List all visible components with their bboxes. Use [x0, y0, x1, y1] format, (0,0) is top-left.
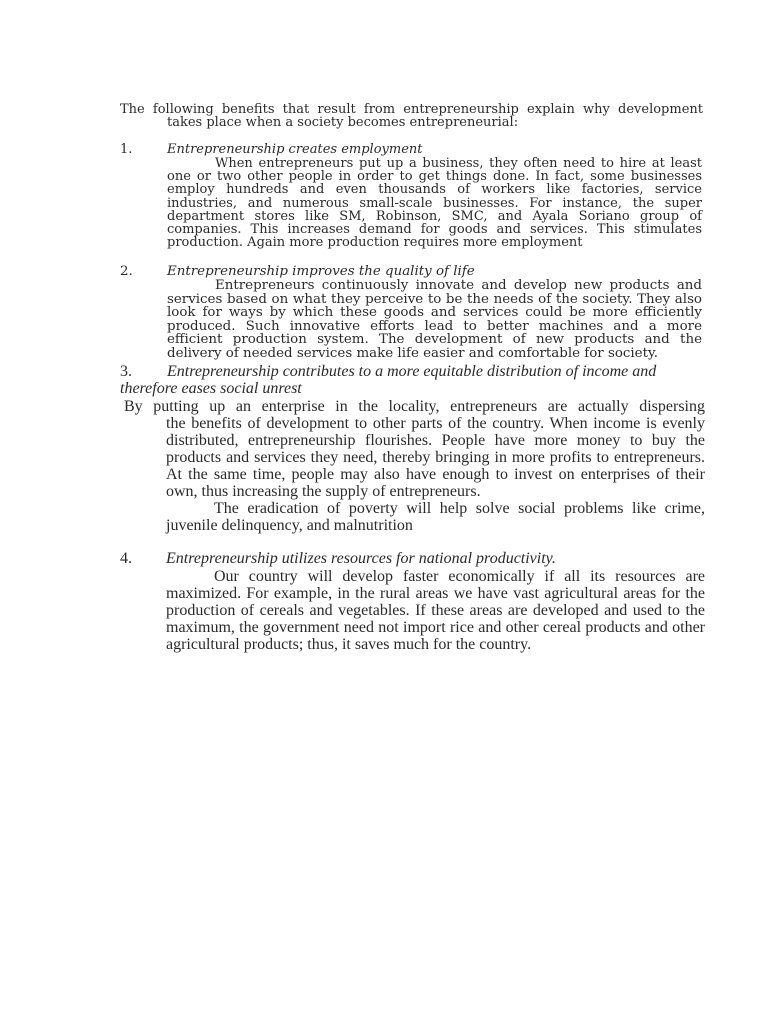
item-2-body: [167, 279, 702, 361]
item-3-number: 3.: [120, 363, 132, 380]
item-4-number: 4.: [120, 550, 132, 567]
item-4-heading: Entrepreneurship utilizes resources for national productivity.: [166, 550, 556, 567]
item-2-body-text: Entrepreneurs continuously innovate and develop new products and services based on what they perceive to be the needs of the society. They also look for ways by which these goods and services could be more efficiently produced. Such innovative efforts lead to better machines and a more efficient production system. The development of new products and the delivery of needed services make life easier and comfortable for society.: [167, 278, 702, 361]
item-3-heading-line-2: therefore eases social unrest: [120, 380, 302, 397]
item-3-body-2-text: The eradication of poverty will help solve social problems like crime, juvenile delinquency, and malnutrition: [166, 500, 705, 534]
item-1-heading: Entrepreneurship creates employment: [167, 142, 423, 157]
item-3-body-rest: the benefits of development to other parts of the country. When income is evenly distributed, entrepreneurship flourishes. People have more money to buy the products and services they need, thereby bringing in more profits to entrepreneurs. At the same time, people may also have enough to invest on enterprises of their own, thus increasing the supply of entrepreneurs.: [166, 415, 705, 500]
item-1-number: 1.: [120, 142, 133, 157]
item-3-body-first-line: By putting up an enterprise in the locality, entrepreneurs are actually dispersing: [124, 398, 705, 415]
item-3-heading-line-1: Entrepreneurship contributes to a more equitable distribution of income and: [167, 363, 657, 380]
intro-line-1: The following benefits that result from entrepreneurship explain why development: [120, 102, 703, 117]
item-2-heading: Entrepreneurship improves the quality of life: [167, 264, 475, 279]
item-4-body-text: Our country will develop faster economically if all its resources are maximized. For example, in the rural areas we have vast agricultural areas for the production of cereals and vegetables. If these areas are developed and used to the maximum, the government need not import rice and other cereal products and other agricultural products; thus, it saves much for the country.: [166, 568, 705, 653]
item-4-body: [166, 568, 705, 653]
item-3-body: [124, 398, 705, 500]
item-3-body-2: [166, 500, 705, 534]
intro-paragraph: [120, 103, 703, 129]
item-2-number: 2.: [120, 264, 133, 279]
intro-line-2: takes place when a society becomes entrepreneurial:: [167, 115, 519, 131]
item-1-body-text: When entrepreneurs put up a business, they often need to hire at least one or two other people in order to get things done. In fact, some businesses employ hundreds and even thousands of workers like factories, service industries, and numerous small-scale businesses. For instance, the super department stores like SM, Robinson, SMC, and Ayala Soriano group of companies. This increases demand for goods and services. This stimulates production. Again more production requires more employment: [167, 156, 702, 251]
item-1-body: [167, 157, 702, 249]
